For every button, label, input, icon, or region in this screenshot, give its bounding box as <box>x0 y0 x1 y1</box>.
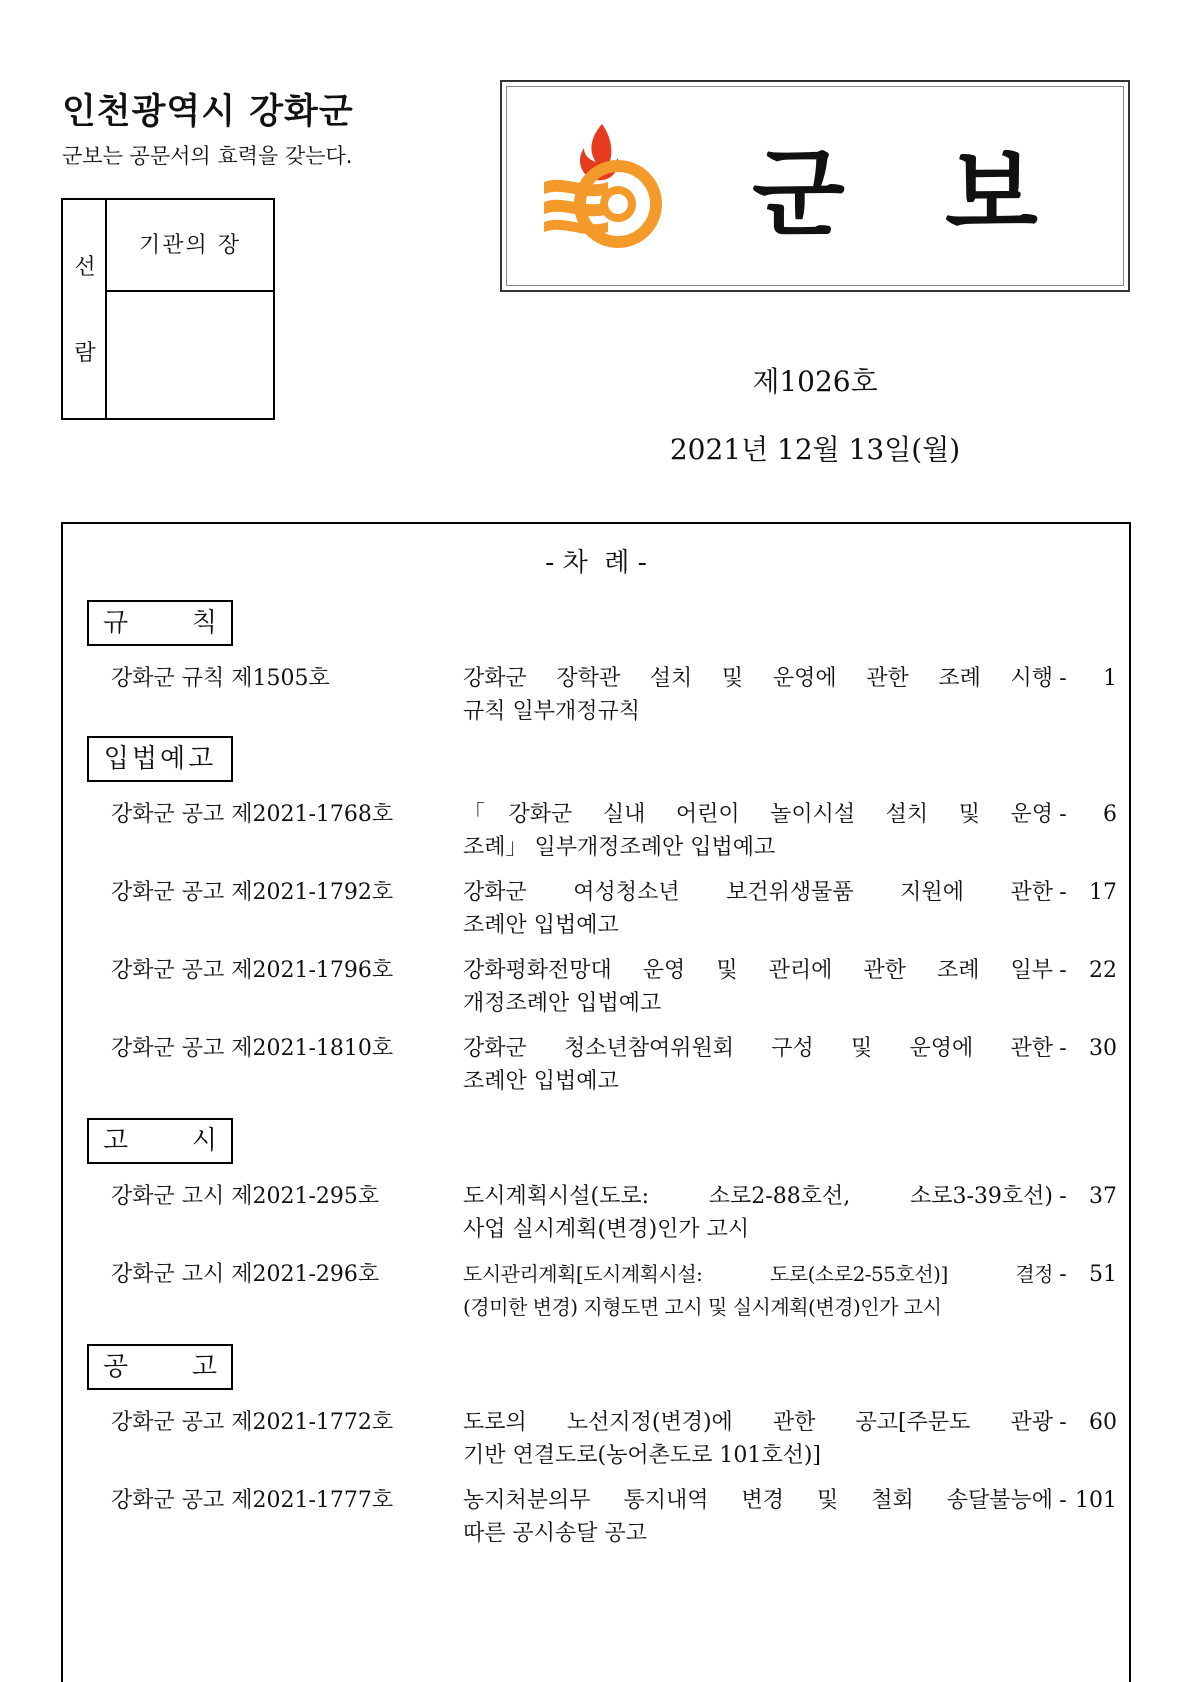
entry-page: 22 <box>1089 958 1117 983</box>
section-label-a: 공 <box>103 1352 129 1382</box>
entry-dash: - <box>1059 666 1067 691</box>
entry-page: 1 <box>1103 666 1117 691</box>
org-subtitle: 군보는 공문서의 효력을 갖는다. <box>62 144 353 168</box>
entry-page: 60 <box>1089 1410 1117 1435</box>
entry-description <box>463 1484 1053 1550</box>
banner-char-2: 보 <box>945 137 1038 250</box>
entry-description <box>463 1180 1053 1246</box>
entry-description <box>463 1032 1053 1098</box>
entry-number: 강화군 공고 제2021-1792호 <box>111 880 394 905</box>
entry-number: 강화군 공고 제2021-1772호 <box>111 1410 394 1435</box>
entry-page: 101 <box>1075 1488 1117 1513</box>
entry-desc-line-1: 강화평화전망대 운영 및 관리에 관한 조례 일부 <box>463 958 1053 983</box>
section-label-a: 입법예고 <box>103 744 217 774</box>
entry-description <box>463 1258 1053 1324</box>
entry-description <box>463 662 1053 728</box>
approval-box <box>61 198 275 420</box>
entry-description <box>463 798 1053 864</box>
entry-desc-line-1: 농지처분의무 통지내역 변경 및 철회 송달불능에 <box>463 1488 1053 1513</box>
toc-title: - 차 례 - <box>544 548 648 578</box>
gangwha-county-emblem-icon <box>538 120 668 250</box>
section-label-a: 고 <box>103 1126 129 1156</box>
entry-desc-line-2: 기반 연결도로(농어촌도로 101호선)] <box>463 1443 822 1468</box>
entry-desc-line-2: 조례」 일부개정조례안 입법예고 <box>463 835 776 860</box>
entry-description <box>463 876 1053 942</box>
approval-side <box>63 200 107 418</box>
section-header-notification <box>87 1118 233 1164</box>
section-header-rules <box>87 600 233 646</box>
approval-side-label-1: 선 <box>74 255 96 280</box>
entry-number: 강화군 공고 제2021-1768호 <box>111 802 394 827</box>
gazette-banner <box>500 80 1130 292</box>
banner-char-1: 군 <box>752 137 845 250</box>
section-header-public-notice <box>87 1344 233 1390</box>
section-label-b: 고 <box>191 1352 217 1382</box>
section-label-a: 규 <box>103 608 129 638</box>
entry-desc-line-2: 사업 실시계획(변경)인가 고시 <box>463 1217 750 1242</box>
section-label-b: 시 <box>191 1126 217 1156</box>
entry-page: 6 <box>1103 802 1117 827</box>
entry-number: 강화군 공고 제2021-1810호 <box>111 1036 394 1061</box>
issue-number: 제1026호 <box>752 365 878 398</box>
section-label-b: 칙 <box>191 608 217 638</box>
entry-dash: - <box>1059 1184 1067 1209</box>
entry-desc-line-1: 강화군 여성청소년 보건위생물품 지원에 관한 <box>463 880 1053 905</box>
entry-desc-line-2: 조례안 입법예고 <box>463 1069 619 1094</box>
issue-date: 2021년 12월 13일(월) <box>669 433 961 466</box>
entry-desc-line-1: 도시관리계획[도시계획시설: 도로(소로2-55호선)] 결정 <box>463 1262 1053 1286</box>
entry-page: 30 <box>1089 1036 1117 1061</box>
entry-desc-line-1: 강화군 장학관 설치 및 운영에 관한 조례 시행 <box>463 666 1053 691</box>
entry-page: 17 <box>1089 880 1117 905</box>
entry-number: 강화군 공고 제2021-1777호 <box>111 1488 394 1513</box>
entry-desc-line-1: 「강화군 실내 어린이 놀이시설 설치 및 운영 <box>463 802 1053 827</box>
entry-desc-line-1: 도로의 노선지정(변경)에 관한 공고[주문도 관광 <box>463 1410 1053 1435</box>
entry-number: 강화군 고시 제2021-296호 <box>111 1262 380 1287</box>
entry-page: 51 <box>1089 1262 1117 1287</box>
entry-dash: - <box>1059 958 1067 983</box>
table-of-contents <box>61 522 1131 1682</box>
entry-dash: - <box>1059 1410 1067 1435</box>
section-header-legislative-notice <box>87 736 233 782</box>
entry-desc-line-1: 강화군 청소년참여위원회 구성 및 운영에 관한 <box>463 1036 1053 1061</box>
entry-dash: - <box>1059 802 1067 827</box>
entry-desc-line-1: 도시계획시설(도로: 소로2-88호선, 소로3-39호선) <box>463 1184 1053 1209</box>
banner-title <box>702 82 1128 290</box>
entry-desc-line-2: 따른 공시송달 공고 <box>463 1521 648 1546</box>
entry-number: 강화군 고시 제2021-295호 <box>111 1184 380 1209</box>
entry-dash: - <box>1059 1036 1067 1061</box>
entry-desc-line-2: 개정조례안 입법예고 <box>463 991 662 1016</box>
approval-side-label-2: 람 <box>74 341 96 366</box>
entry-dash: - <box>1059 1488 1067 1513</box>
entry-desc-line-2: (경미한 변경) 지형도면 고시 및 실시계획(변경)인가 고시 <box>463 1295 942 1319</box>
approval-head-label: 기관의 장 <box>107 200 273 292</box>
entry-desc-line-2: 조례안 입법예고 <box>463 913 619 938</box>
org-title: 인천광역시 강화군 <box>62 92 354 132</box>
entry-dash: - <box>1059 880 1067 905</box>
entry-number: 강화군 규칙 제1505호 <box>111 666 330 691</box>
entry-page: 37 <box>1089 1184 1117 1209</box>
entry-description <box>463 954 1053 1020</box>
entry-number: 강화군 공고 제2021-1796호 <box>111 958 394 983</box>
entry-dash: - <box>1059 1262 1067 1287</box>
entry-description <box>463 1406 1053 1472</box>
entry-desc-line-2: 규칙 일부개정규칙 <box>463 699 641 724</box>
